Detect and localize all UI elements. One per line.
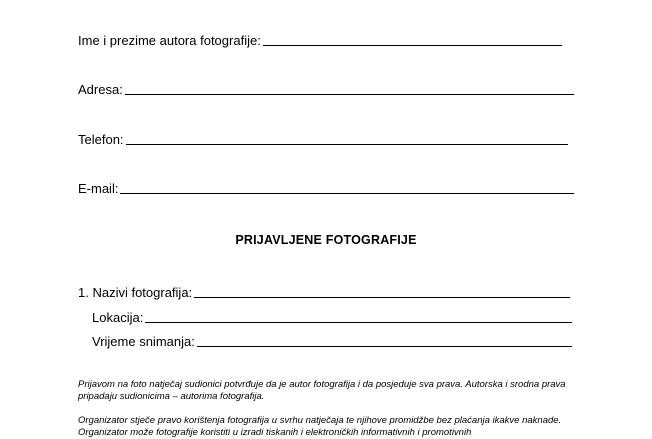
section-title: PRIJAVLJENE FOTOGRAFIJE	[235, 233, 417, 247]
shooting-time-label: Vrijeme snimanja:	[92, 334, 195, 349]
email-field[interactable]	[78, 181, 574, 196]
email-input-line[interactable]	[120, 181, 574, 194]
location-field[interactable]	[92, 310, 572, 325]
phone-input-line[interactable]	[126, 132, 568, 145]
author-name-field[interactable]	[78, 33, 562, 48]
location-label: Lokacija:	[92, 310, 144, 325]
usage-note: Organizator stječe pravo korištenja fotografija u svrhu natječaja te njihove promidžbe bez plaćanja ikakve naknade. Organizator može fotografije koristiti u izradi tiskanih i elektroničkih informativnih i promotivnih	[78, 415, 562, 438]
address-label: Adresa:	[78, 82, 123, 97]
photo-names-field[interactable]	[78, 285, 570, 300]
phone-field[interactable]	[78, 132, 568, 147]
email-label: E-mail:	[78, 181, 119, 196]
address-input-line[interactable]	[125, 82, 574, 95]
photo-names-label: 1. Nazivi fotografija:	[78, 285, 193, 300]
address-field[interactable]	[78, 82, 574, 97]
shooting-time-input-line[interactable]	[197, 334, 572, 347]
phone-label: Telefon:	[78, 132, 124, 147]
photo-names-input-line[interactable]	[194, 285, 570, 298]
author-name-label: Ime i prezime autora fotografije:	[78, 33, 261, 48]
shooting-time-field[interactable]	[92, 334, 572, 349]
author-name-input-line[interactable]	[263, 33, 562, 46]
location-input-line[interactable]	[145, 310, 572, 323]
rights-note: Prijavom na foto natječaj sudionici potvrđuje da je autor fotografija i da posjeduje sva prava. Autorska i srodna prava pripadaju sudionicima – autorima fotografija.	[78, 379, 566, 402]
